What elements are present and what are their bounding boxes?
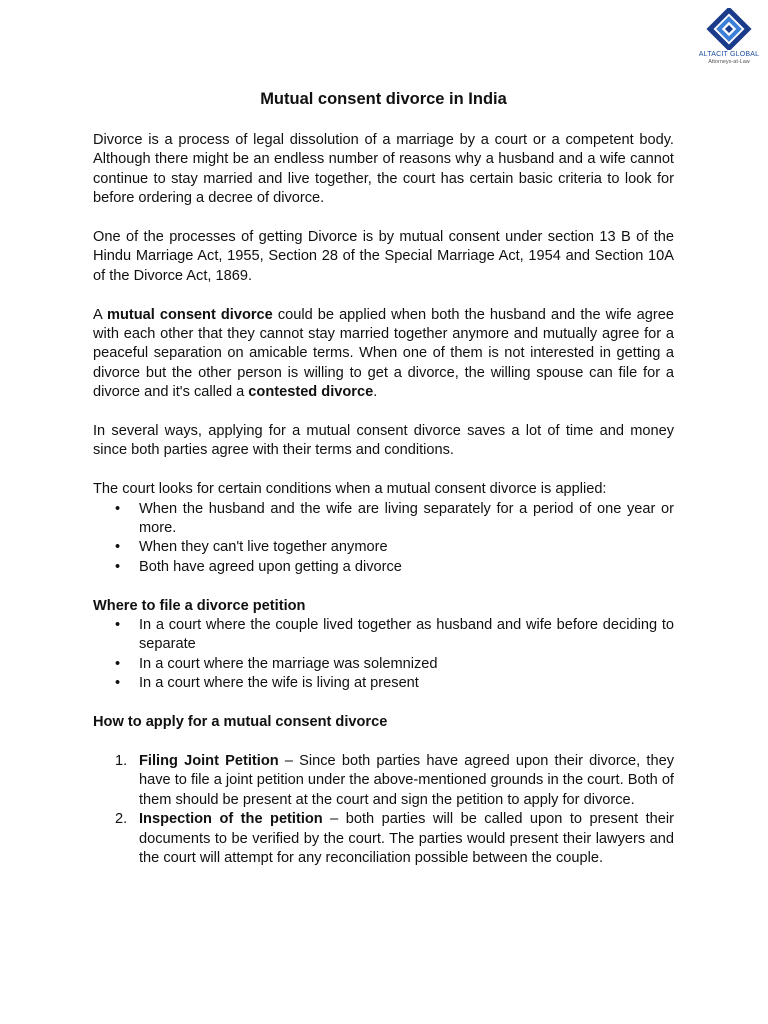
bullet-icon: • xyxy=(115,675,121,692)
list-item xyxy=(93,616,674,655)
list-item xyxy=(93,655,674,674)
list-item xyxy=(93,810,674,868)
document-title: Mutual consent divorce in India xyxy=(260,90,507,108)
heading-how-to-apply: How to apply for a mutual consent divorce xyxy=(93,714,388,731)
list-item-text: Both have agreed upon getting a divorce xyxy=(139,558,402,575)
list-item-text: When the husband and the wife are living separately for a period of one year or more. xyxy=(139,500,674,537)
step-number: 1. xyxy=(115,752,128,769)
step-number: 2. xyxy=(115,811,128,828)
bullet-icon: • xyxy=(115,500,121,517)
list-item-text: In a court where the marriage was solemnized xyxy=(139,655,438,672)
document-body xyxy=(93,88,674,868)
list-item-text: When they can't live together anymore xyxy=(139,539,388,556)
list-item xyxy=(93,752,674,810)
heading-where-to-file: Where to file a divorce petition xyxy=(93,597,306,614)
list-item xyxy=(93,538,674,557)
where-list xyxy=(93,616,674,694)
bullet-icon: • xyxy=(115,655,121,672)
conditions-list xyxy=(93,500,674,578)
list-item xyxy=(93,500,674,539)
step-text: – Since both parties have agreed upon their divorce, they have to file a joint petition under the above-mentioned grounds in the court. Both of them should be present at the court and sign the petition to apply for divorce. xyxy=(139,752,674,808)
paragraph-mutual-vs-contested xyxy=(93,306,674,403)
paragraph-legal-sections: One of the processes of getting Divorce is by mutual consent under section 13 B of the Hindu Marriage Act, 1955, Section 28 of the Special Marriage Act, 1954 and Section 10A of the Divorce Act, 1869. xyxy=(93,229,674,284)
step-text: – both parties will be called upon to present their documents to be verified by the court. The parties would present their lawyers and the court will attempt for any reconciliation possible between the couple. xyxy=(139,811,674,866)
bullet-icon: • xyxy=(115,617,121,634)
paragraph-savings: In several ways, applying for a mutual consent divorce saves a lot of time and money since both parties agree with their terms and conditions. xyxy=(93,423,674,459)
paragraph-conditions-intro: The court looks for certain conditions when a mutual consent divorce is applied: xyxy=(93,481,607,498)
list-item-text: In a court where the wife is living at present xyxy=(139,675,419,692)
step-title: Inspection of the petition xyxy=(139,811,323,828)
bold-term-mutual-consent: mutual consent divorce xyxy=(106,306,273,323)
text-run: . xyxy=(373,384,378,401)
list-item-text: In a court where the couple lived together as husband and wife before deciding to separate xyxy=(139,617,674,653)
company-logo xyxy=(696,8,762,66)
logo-mark-icon xyxy=(704,8,754,50)
steps-list xyxy=(93,752,674,868)
logo-tagline: Attorneys-at-Law xyxy=(708,59,750,65)
step-title: Filing Joint Petition xyxy=(139,752,279,769)
text-run: could be applied when both the husband and the wife agree with each other that they cannot stay married together anymore and mutually agree for a peaceful separation on amicable terms. When one of them is not interested in getting a divorce but the other person is willing to get a divorce, the willing spouse can file for a divorce and it's called a xyxy=(93,306,675,401)
list-item xyxy=(93,558,674,577)
logo-name: ALTACIT GLOBAL xyxy=(698,51,760,58)
text-run: A xyxy=(93,306,107,323)
list-item xyxy=(93,674,674,693)
paragraph-definition: Divorce is a process of legal dissolution of a marriage by a court or a competent body. Although there might be an endless number of reasons why a husband and a wife cannot continue to stay married and live together, the court has certain basic criteria to look for before ordering a decree of divorce. xyxy=(93,132,674,207)
bold-term-contested: contested divorce xyxy=(248,384,374,401)
bullet-icon: • xyxy=(115,539,121,556)
bullet-icon: • xyxy=(115,558,121,575)
